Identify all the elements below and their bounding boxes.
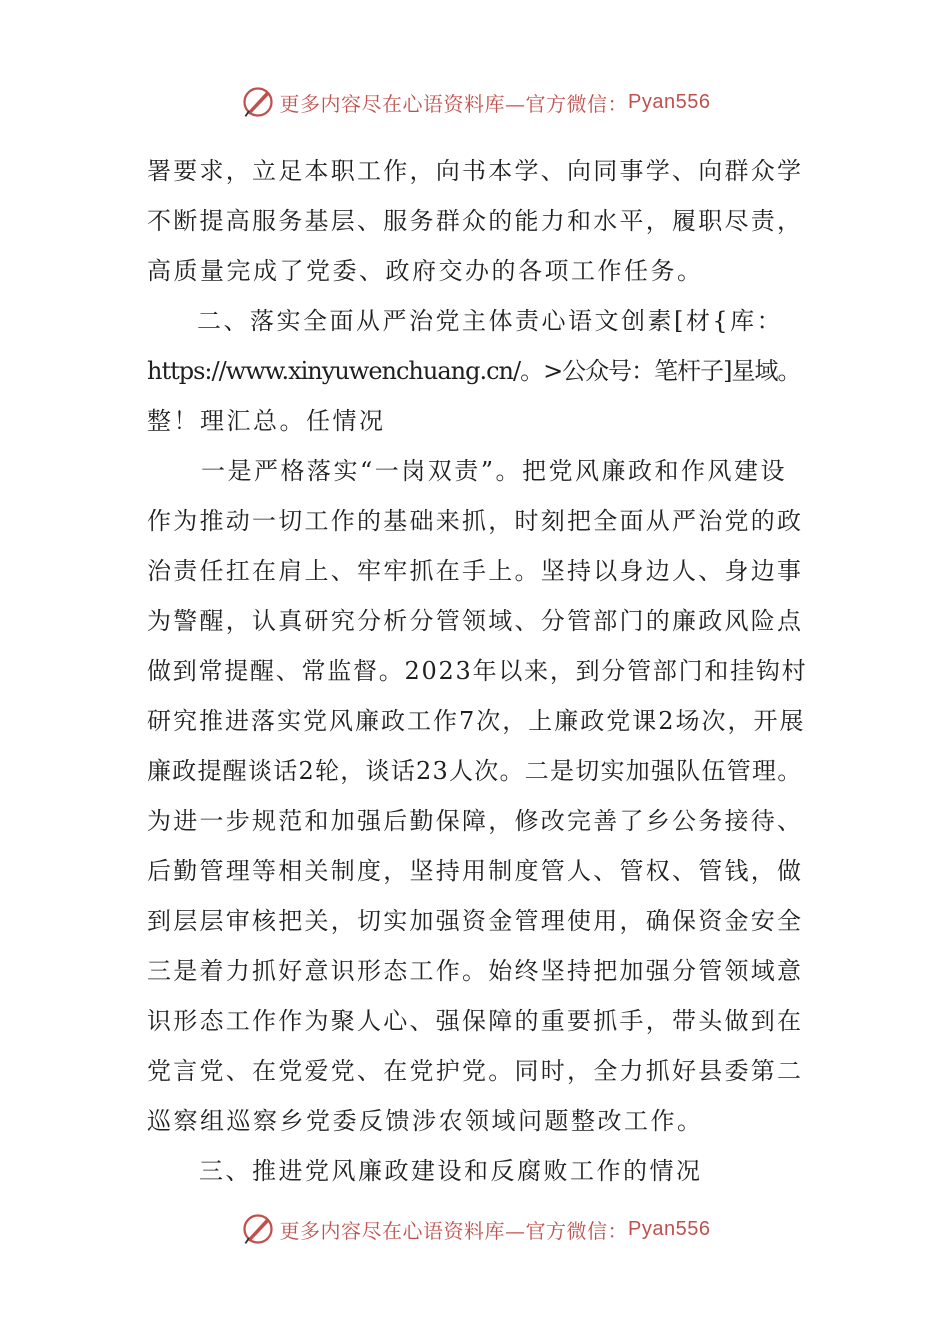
- quill-logo-icon: [240, 84, 276, 120]
- body-line: 作为推动一切工作的基础来抓，时刻把全面从严治党的政: [147, 507, 804, 535]
- body-line: 不断提高服务基层、服务群众的能力和水平，履职尽责，: [147, 207, 804, 235]
- body-line: 做到常提醒、常监督。2023年以来，到分管部门和挂钩村: [147, 657, 808, 685]
- body-line-url: [147, 348, 807, 398]
- section-heading-2: 二、落实全面从严治党主体责心语文创素[材{库：: [197, 307, 784, 335]
- body-line: 为警醒，认真研究分析分管领域、分管部门的廉政风险点: [147, 607, 804, 635]
- body-line: 党言党、在党爱党、在党护党。同时，全力抓好县委第二: [147, 1057, 804, 1085]
- watermark-wechat-id: Pyan556: [628, 90, 711, 113]
- body-line: 为进一步规范和加强后勤保障，修改完善了乡公务接待、: [147, 807, 804, 835]
- body-line: 到层层审核把关，切实加强资金管理使用，确保资金安全: [147, 907, 804, 935]
- quill-logo-icon: [240, 1211, 276, 1247]
- header-watermark: [0, 84, 950, 120]
- body-line: 高质量完成了党委、政府交办的各项工作任务。: [147, 257, 704, 285]
- section-heading-3: 三、推进党风廉政建设和反腐败工作的情况: [199, 1157, 703, 1185]
- body-line: 后勤管理等相关制度，坚持用制度管人、管权、管钱，做: [147, 857, 804, 885]
- body-line: 一是严格落实“一岗双责”。把党风廉政和作风建设: [201, 457, 788, 485]
- body-line: 巡察组巡察乡党委反馈涉农领域问题整改工作。: [147, 1107, 704, 1135]
- watermark-text: 更多内容尽在心语资料库—官方微信：: [279, 91, 629, 116]
- body-line: 研究推进落实党风廉政工作7次，上廉政党课2场次，开展: [147, 707, 806, 735]
- body-line: 识形态工作作为聚人心、强保障的重要抓手，带头做到在: [147, 1007, 804, 1035]
- body-line: 治责任扛在肩上、牢牢抓在手上。坚持以身边人、身边事: [147, 557, 804, 585]
- document-body: [147, 148, 807, 1198]
- body-line: 三是着力抓好意识形态工作。始终坚持把加强分管领域意: [147, 957, 804, 985]
- footer-watermark: [0, 1211, 950, 1247]
- watermark-wechat-id: Pyan556: [628, 1217, 711, 1240]
- body-line: 整！理汇总。任情况: [147, 407, 386, 435]
- watermark-text: 更多内容尽在心语资料库—官方微信：: [279, 1218, 629, 1243]
- url-text: https://www.xinyuwenchuang.cn/。>公众号：笔杆子]星域。: [147, 357, 801, 385]
- body-line: 署要求，立足本职工作，向书本学、向同事学、向群众学: [147, 157, 804, 185]
- body-line: 廉政提醒谈话2轮，谈话23人次。二是切实加强队伍管理。: [147, 757, 803, 785]
